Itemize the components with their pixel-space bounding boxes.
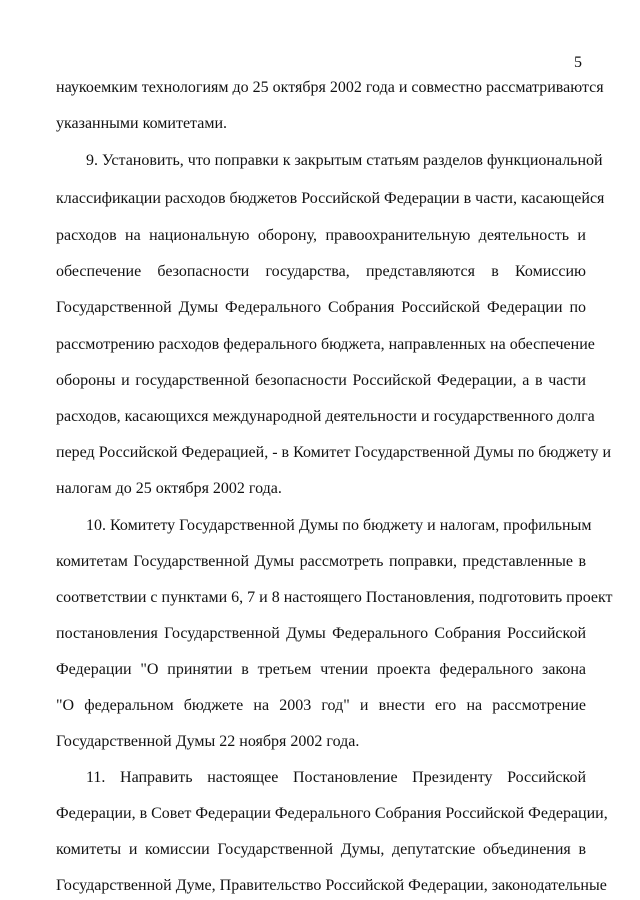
text-line: Федерации "О принятии в третьем чтении проекта федерального закона	[56, 661, 586, 678]
text-line: перед Российской Федерацией, - в Комитет Государственной Думы по бюджету и	[56, 444, 611, 461]
page-number: 5	[574, 54, 582, 71]
text-line: соответствии с пунктами 6, 7 и 8 настоящего Постановления, подготовить проект	[56, 589, 613, 606]
paragraph-9-first-line: 9. Установить, что поправки к закрытым статьям разделов функциональной	[86, 152, 603, 169]
paragraph-10-first-line: 10. Комитету Государственной Думы по бюджету и налогам, профильным	[86, 517, 592, 534]
text-line: Федерации, в Совет Федерации Федерального Собрания Российской Федерации,	[56, 805, 608, 822]
text-line: указанными комитетами.	[56, 115, 228, 132]
text-line: обеспечение безопасности государства, представляются в Комиссию	[56, 263, 586, 280]
text-line: Государственной Думы Федерального Собрания Российской Федерации по	[56, 299, 586, 316]
text-line: классификации расходов бюджетов Российской Федерации в части, касающейся	[56, 190, 605, 207]
text-line: наукоемким технологиям до 25 октября 2002 года и совместно рассматриваются	[56, 79, 604, 96]
text-line: постановления Государственной Думы Федерального Собрания Российской	[56, 625, 586, 642]
text-line: Государственной Думе, Правительство Российской Федерации, законодательные	[56, 877, 607, 894]
text-line: налогам до 25 октября 2002 года.	[56, 480, 282, 497]
text-line: расходов, касающихся международной деятельности и государственного долга	[56, 408, 595, 425]
text-line: Государственной Думы 22 ноября 2002 года.	[56, 733, 360, 750]
text-line: рассмотрению расходов федерального бюджета, направленных на обеспечение	[56, 336, 595, 353]
text-line: "О федеральном бюджете на 2003 год" и внести его на рассмотрение	[56, 697, 586, 714]
text-line: комитеты и комиссии Государственной Думы, депутатские объединения в	[56, 841, 586, 858]
text-line: расходов на национальную оборону, правоохранительную деятельность и	[56, 227, 586, 244]
paragraph-11-first-line: 11. Направить настоящее Постановление Президенту Российской	[86, 769, 586, 786]
text-line: обороны и государственной безопасности Российской Федерации, а в части	[56, 372, 586, 389]
text-line: комитетам Государственной Думы рассмотреть поправки, представленные в	[56, 553, 586, 570]
